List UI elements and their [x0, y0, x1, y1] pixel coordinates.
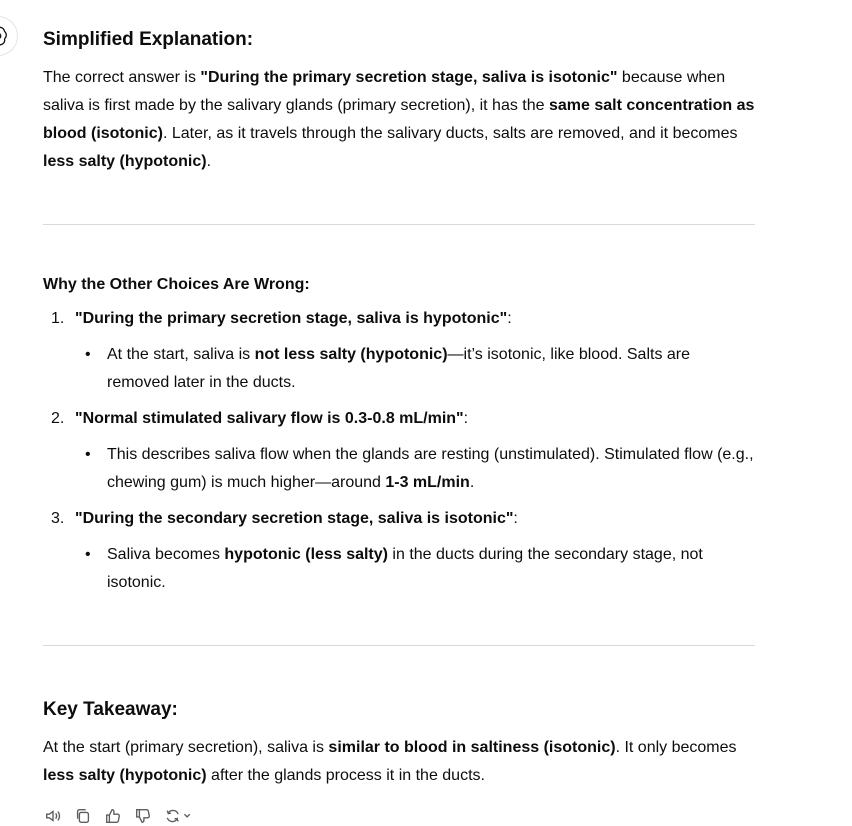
divider: [43, 224, 755, 225]
list-item: 2. "Normal stimulated salivary flow is 0.3-0.8 mL/min": • This describes saliva flow when the glands are resting (unstimulated). Stimulated flow (e.g., chewing gum) is much higher—around 1-3 mL/min.: [43, 405, 755, 497]
openai-logo-icon: [0, 25, 9, 47]
assistant-avatar: [0, 16, 18, 56]
chevron-down-icon: [184, 814, 189, 817]
list-item: 1. "During the primary secretion stage, saliva is hypotonic": • At the start, saliva is not less salty (hypotonic)—it’s isotonic, like blood. Salts are removed later in the ducts.: [43, 305, 755, 397]
sub-list-item: • This describes saliva flow when the glands are resting (unstimulated). Stimulated flow (e.g., chewing gum) is much higher—around 1-3 mL/min.: [85, 446, 754, 491]
key-paragraph: At the start (primary secretion), saliva is similar to blood in saltiness (isotonic). It only becomes less salty (hypotonic) after the glands process it in the ducts.: [43, 739, 737, 784]
divider: [43, 645, 755, 646]
section-heading-why: Why the Other Choices Are Wrong:: [43, 276, 310, 293]
section-heading-simplified: Simplified Explanation:: [43, 29, 254, 50]
sub-list-item: • At the start, saliva is not less salty (hypotonic)—it’s isotonic, like blood. Salts are removed later in the ducts.: [85, 346, 691, 391]
read-aloud-icon[interactable]: [43, 806, 63, 826]
message-actions: [43, 806, 195, 826]
section-heading-key: Key Takeaway:: [43, 699, 178, 720]
thumbs-up-icon[interactable]: [103, 806, 123, 826]
list-item: 3. "During the secondary secretion stage, saliva is isotonic": • Saliva becomes hypotonic (less salty) in the ducts during the secondary stage, not isotonic.: [43, 505, 755, 597]
regenerate-icon[interactable]: [163, 806, 195, 826]
sub-list-item: • Saliva becomes hypotonic (less salty) in the ducts during the secondary stage, not isotonic.: [85, 546, 703, 591]
copy-icon[interactable]: [73, 806, 93, 826]
simplified-paragraph: The correct answer is "During the primary secretion stage, saliva is isotonic" because when saliva is first made by the salivary glands (primary secretion), it has the same salt concentration as blood (isotonic). Later, as it travels through the salivary ducts, salts are removed, and it becomes less salty (hypotonic).: [43, 69, 755, 170]
thumbs-down-icon[interactable]: [133, 806, 153, 826]
wrong-choices-list: [43, 305, 755, 597]
